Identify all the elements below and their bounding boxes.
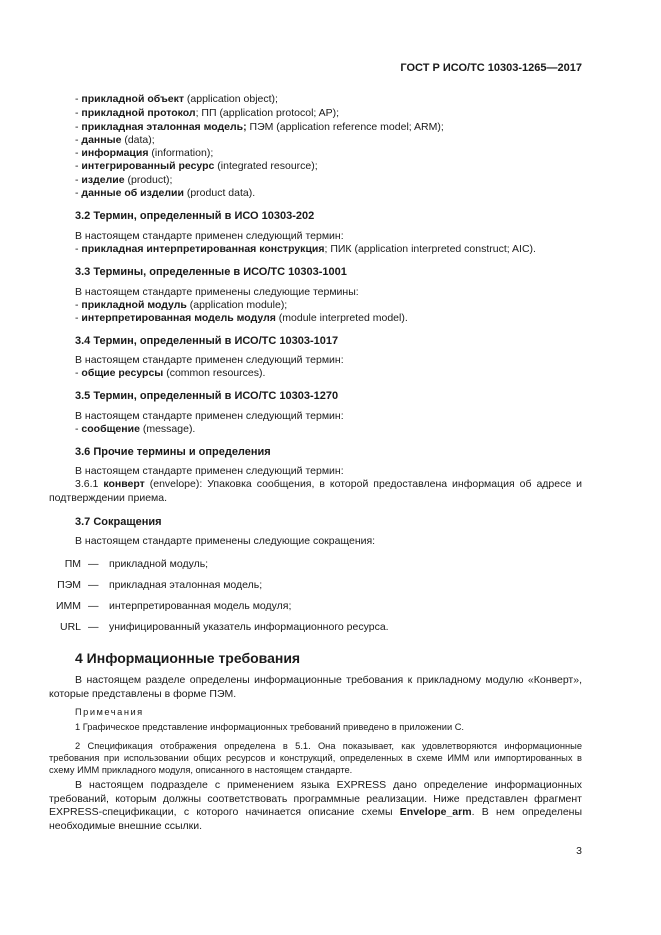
section-intro: В настоящем стандарте применены следующие сокращения: xyxy=(75,535,376,547)
list-item: - данные об изделии (product data). xyxy=(75,187,256,199)
abbreviation-text: прикладной модуль; xyxy=(109,558,209,570)
abbreviation: ПМ xyxy=(64,558,81,570)
section-title-3-4: 3.4 Термин, определенный в ИСО/ТС 10303-1017 xyxy=(75,335,339,347)
paragraph: В настоящем подразделе с применением языка EXPRESS дано определение информационных требований, которым должны соответствовать программные реализации. Ниже представлен фрагмент EXPRESS-спецификации, с которого начинается описание схемы Envelope_arm. В нем определены необходимые внешние ссылки. xyxy=(49,779,583,832)
page-number: 3 xyxy=(576,845,582,857)
section-intro: В настоящем стандарте применен следующий термин: xyxy=(75,465,344,477)
list-item: - прикладной протокол; ПП (application protocol; AP); xyxy=(75,107,340,119)
section-title-3-7: 3.7 Сокращения xyxy=(75,516,162,528)
abbreviation: ИММ xyxy=(55,600,81,612)
note-2: 2 Спецификация отображения определена в 5.1. Она показывает, как удовлетворяются информационные требования при использовании общих ресурсов и конструкций, определенных в схеме ИММ или импортированных в схему ИММ прикладного модуля, описанного в настоящем стандарте. xyxy=(49,741,582,775)
list-item: - общие ресурсы (common resources). xyxy=(75,367,266,379)
note-1: 1 Графическое представление информационных требований приведено в приложении С. xyxy=(75,722,465,732)
abbreviation-text: унифицированный указатель информационного ресурса. xyxy=(109,621,389,633)
list-item: - интегрированный ресурс (integrated resource); xyxy=(75,160,318,172)
section-intro: В настоящем стандарте применен следующий термин: xyxy=(75,410,344,422)
abbreviation-row: ИММ — интерпретированная модель модуля; xyxy=(55,600,292,612)
paragraph: В настоящем разделе определены информационные требования к прикладному модулю «Конверт», которые представлены в форме ПЭМ. xyxy=(49,674,582,700)
definition-envelope: 3.6.1 конверт (envelope): Упаковка сообщения, в которой предоставлена информация об адресе и подтверждении приема. xyxy=(49,478,583,504)
list-item: - данные (data); xyxy=(75,134,155,146)
abbreviation-text: интерпретированная модель модуля; xyxy=(109,600,292,612)
abbreviation-row: ПЭМ — прикладная эталонная модель; xyxy=(57,579,263,591)
section-intro: В настоящем стандарте применен следующий термин: xyxy=(75,230,344,242)
section-title-3-5: 3.5 Термин, определенный в ИСО/ТС 10303-1270 xyxy=(75,390,339,402)
section-title-3-2: 3.2 Термин, определенный в ИСО 10303-202 xyxy=(75,210,315,222)
list-item: - прикладная интерпретированная конструкция; ПИК (application interpreted construct; AIC). xyxy=(75,243,536,255)
section-title-4: 4 Информационные требования xyxy=(75,650,301,666)
section-intro: В настоящем стандарте применен следующий термин: xyxy=(75,354,344,366)
list-item: - прикладной объект (application object); xyxy=(75,93,278,105)
list-item: - сообщение (message). xyxy=(75,423,196,435)
list-item: - информация (information); xyxy=(75,147,214,159)
abbreviation-row: URL — унифицированный указатель информационного ресурса. xyxy=(59,621,389,633)
notes-label: Примечания xyxy=(75,707,144,717)
abbreviation-text: прикладная эталонная модель; xyxy=(109,579,263,591)
list-item: - интерпретированная модель модуля (module interpreted model). xyxy=(75,312,408,324)
section-intro: В настоящем стандарте применены следующие термины: xyxy=(75,286,359,298)
list-item: - изделие (product); xyxy=(75,174,173,186)
section-title-3-6: 3.6 Прочие термины и определения xyxy=(75,446,271,458)
abbreviation-row: ПМ — прикладной модуль; xyxy=(64,558,209,570)
document-header: ГОСТ Р ИСО/ТС 10303-1265—2017 xyxy=(400,62,582,74)
abbreviation: URL xyxy=(59,621,81,633)
list-item: - прикладной модуль (application module); xyxy=(75,299,288,311)
section-title-3-3: 3.3 Термины, определенные в ИСО/ТС 10303-1001 xyxy=(75,266,347,278)
list-item: - прикладная эталонная модель; ПЭМ (application reference model; ARM); xyxy=(75,121,444,133)
abbreviation: ПЭМ xyxy=(57,579,81,591)
